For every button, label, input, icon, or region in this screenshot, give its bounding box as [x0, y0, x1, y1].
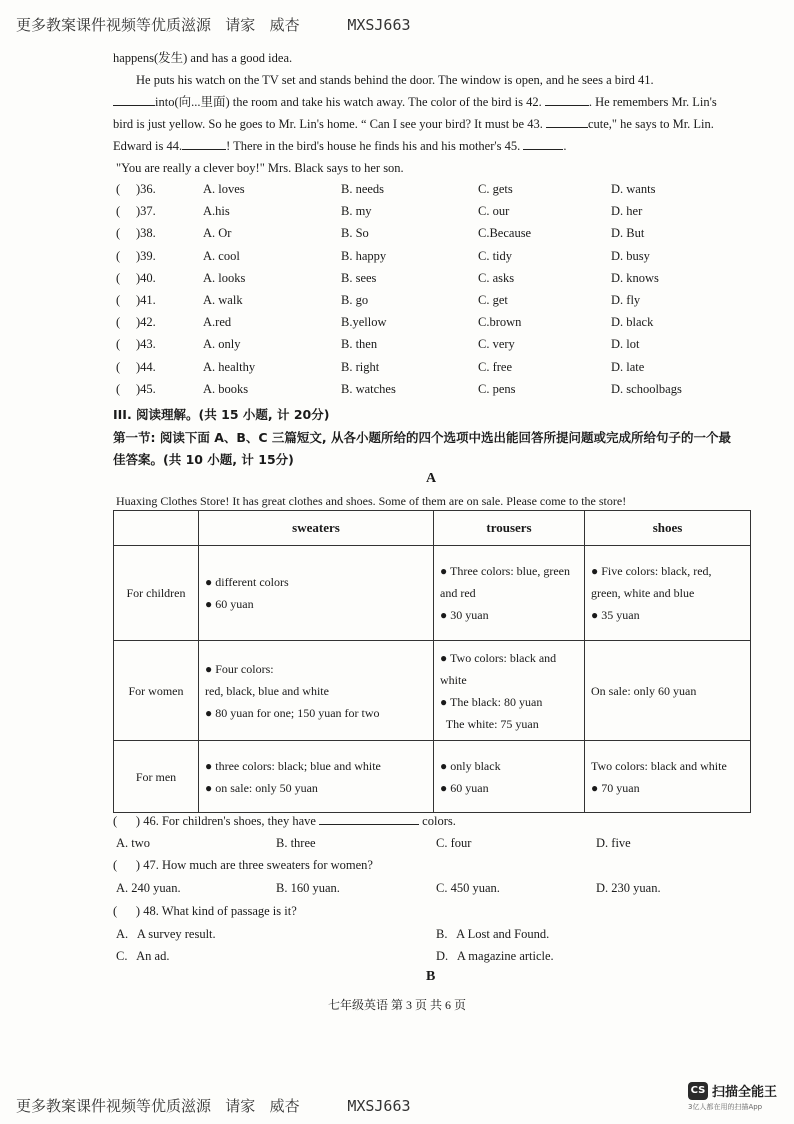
option-d: D. schoolbags: [611, 381, 682, 396]
cell-line: ● Four colors:: [205, 661, 274, 676]
question-48: [113, 903, 297, 919]
list-item: [116, 293, 756, 313]
option-c: C.brown: [478, 315, 522, 330]
cell-line: and red: [440, 586, 476, 600]
question-number: )40.: [136, 270, 156, 285]
option-c: C. our: [478, 204, 510, 219]
q48-option-b: B. A Lost and Found.: [436, 927, 550, 941]
option-a: A.his: [203, 204, 230, 219]
q48-option-d: D. A magazine article.: [436, 949, 554, 963]
passage-line-6: "You are really a clever boy!" Mrs. Black says to her son.: [116, 161, 404, 175]
bottom-banner: [16, 1095, 411, 1116]
passage-line-3a: into(向...里面) the room and take his watch away. The color of the bird is 42.: [155, 95, 542, 109]
answer-paren: (: [113, 858, 118, 872]
blank-43: [546, 116, 588, 128]
list-item: [116, 337, 756, 357]
q47-option-b: B. 160 yuan.: [276, 881, 340, 895]
answer-paren: (: [116, 293, 121, 307]
option-a: A. only: [203, 337, 241, 352]
list-item: [116, 182, 756, 202]
option-d: D. lot: [611, 337, 640, 352]
cell-line: ● on sale: only 50 yuan: [205, 780, 318, 795]
passage-line-4b: cute," he says to Mr. Lin.: [587, 117, 714, 131]
answer-paren: (: [116, 204, 121, 219]
row-label-men: For men: [114, 741, 199, 813]
option-c: C. very: [478, 337, 515, 352]
banner-code: MXSJ663: [347, 1097, 411, 1115]
option-d: D. busy: [611, 248, 650, 263]
list-item: [116, 204, 756, 224]
list-item: [116, 360, 756, 380]
option-d: D. fly: [611, 293, 641, 307]
section-3-title: III. 阅读理解。(共 15 小题, 计 20分): [113, 407, 330, 422]
banner-text: 更多教案课件视频等优质滋源 请家 威杏: [16, 1097, 300, 1115]
answer-paren: (: [116, 315, 121, 330]
q46-option-c: C. four: [436, 836, 472, 850]
blank-44: [182, 138, 226, 150]
option-b: B. sees: [341, 270, 377, 285]
table-row: [114, 641, 751, 741]
cell-line: ● 80 yuan for one; 150 yuan for two: [205, 705, 380, 720]
option-a: A.red: [203, 315, 232, 330]
question-46: [113, 813, 456, 829]
scanner-tagline: 3亿人都在用的扫描App: [688, 1103, 763, 1111]
option-a: A. looks: [203, 270, 246, 285]
answer-paren: (: [116, 337, 121, 352]
list-item: [116, 271, 756, 291]
question-number: )39.: [136, 248, 156, 263]
cell-line: ● 60 yuan: [440, 780, 489, 795]
list-item: [116, 382, 756, 402]
cell-women-trousers: [434, 641, 585, 741]
blank-42: [545, 94, 589, 106]
scanner-name: 扫描全能王: [712, 1085, 778, 1100]
cell-children-sweaters: [199, 546, 434, 641]
passage-line-3b: . He remembers Mr. Lin's: [588, 95, 717, 109]
q48-option-a: A. A survey result.: [116, 927, 216, 941]
option-c: C. get: [478, 293, 508, 307]
blank-41: [113, 94, 155, 106]
passage-line-5b: ! There in the bird's house he finds his and his mother's 45.: [226, 139, 521, 153]
option-d: D. her: [611, 204, 643, 219]
cell-line: ● Five colors: black, red,: [591, 564, 712, 578]
question-number: )37.: [136, 204, 156, 219]
cell-line: The white: 75 yuan: [440, 716, 539, 731]
passage-b-label: B: [426, 969, 436, 984]
list-item: [116, 315, 756, 335]
question-number: )41.: [136, 293, 156, 307]
page-footer: 七年级英语 第 3 页 共 6 页: [327, 998, 466, 1012]
cell-line: ● three colors: black; blue and white: [205, 758, 381, 773]
table-header-sweaters: sweaters: [199, 511, 434, 546]
q48-stem: ) 48. What kind of passage is it?: [135, 904, 297, 918]
list-item: [116, 249, 756, 269]
option-d: D. black: [611, 315, 654, 330]
clothes-price-table: [113, 510, 751, 813]
answer-paren: (: [113, 814, 118, 828]
option-a: A. walk: [203, 293, 243, 307]
passage-a-intro: Huaxing Clothes Store! It has great clothes and shoes. Some of them are on sale. Please come to the store!: [116, 494, 627, 508]
option-a: A. healthy: [203, 359, 256, 374]
passage-line-3: [113, 94, 717, 110]
table-row: [114, 546, 751, 641]
option-a: A. Or: [203, 226, 232, 241]
banner-text: 更多教案课件视频等优质滋源 请家 威杏: [16, 16, 300, 34]
cell-men-shoes: [585, 741, 751, 813]
scanner-logo-icon: CS: [688, 1082, 708, 1100]
table-row: [114, 741, 751, 813]
answer-paren: (: [116, 381, 121, 396]
option-b: B.yellow: [341, 315, 387, 330]
option-d: D. But: [611, 226, 645, 241]
table-header-row: [114, 511, 751, 546]
passage-line-1: happens(发生) and has a good idea.: [113, 51, 293, 65]
section-3-instruction-1: 第一节: 阅读下面 A、B、C 三篇短文, 从各小题所给的四个选项中选出能回答所提问题或完成所给句子的一个最: [113, 430, 732, 445]
cell-men-trousers: [434, 741, 585, 813]
blank-46: [319, 813, 419, 825]
cell-line: ● 70 yuan: [591, 780, 640, 795]
list-item: [116, 226, 756, 246]
cell-children-shoes: [585, 546, 751, 641]
option-b: B. then: [341, 337, 378, 352]
banner-code: MXSJ663: [347, 16, 411, 34]
cell-line: ● Two colors: black and: [440, 650, 557, 665]
answer-paren: (: [116, 182, 121, 196]
cell-line: red, black, blue and white: [205, 683, 329, 698]
cell-line: ● Three colors: blue, green: [440, 564, 570, 578]
cell-women-shoes: [585, 641, 751, 741]
option-b: B. needs: [341, 182, 385, 196]
option-a: A. loves: [203, 182, 245, 196]
q48-option-c: C. An ad.: [116, 949, 170, 963]
answer-paren: (: [116, 248, 121, 263]
option-b: B. go: [341, 293, 369, 307]
cell-line: ● 60 yuan: [205, 597, 254, 611]
option-b: B. right: [341, 359, 380, 374]
cell-line: On sale: only 60 yuan: [591, 683, 697, 698]
cell-line: ● 35 yuan: [591, 608, 640, 622]
cell-line: ● 30 yuan: [440, 608, 489, 622]
question-number: )45.: [136, 381, 156, 396]
row-label-children: For children: [114, 546, 199, 641]
option-c: C. asks: [478, 270, 515, 285]
question-number: )42.: [136, 315, 156, 330]
option-a: A. cool: [203, 248, 240, 263]
option-c: C. gets: [478, 182, 513, 196]
passage-line-5c: .: [563, 139, 567, 153]
table-header-shoes: shoes: [585, 511, 751, 546]
cell-line: green, white and blue: [591, 586, 695, 600]
q46-option-b: B. three: [276, 836, 316, 850]
cell-men-sweaters: [199, 741, 434, 813]
option-d: D. late: [611, 359, 645, 374]
option-b: B. happy: [341, 248, 387, 263]
passage-line-5: [113, 138, 567, 154]
q46-option-d: D. five: [596, 836, 631, 850]
question-number: )36.: [136, 182, 156, 196]
q46-tail: colors.: [422, 814, 456, 828]
question-47: [113, 857, 373, 873]
cell-line: white: [440, 672, 467, 687]
q47-stem: ) 47. How much are three sweaters for women?: [135, 858, 373, 872]
section-3-instruction-2: 佳答案。(共 10 小题, 计 15分): [113, 452, 294, 467]
cell-line: ● The black: 80 yuan: [440, 694, 543, 709]
passage-line-4: [113, 116, 714, 132]
option-d: D. knows: [611, 270, 659, 285]
option-c: C.Because: [478, 226, 532, 241]
answer-paren: (: [116, 226, 121, 241]
scanner-watermark: [688, 1081, 777, 1112]
question-number: )38.: [136, 226, 156, 241]
row-label-women: For women: [114, 641, 199, 741]
option-b: B. So: [341, 226, 369, 241]
option-b: B. my: [341, 204, 372, 219]
cell-women-sweaters: [199, 641, 434, 741]
cell-children-trousers: [434, 546, 585, 641]
passage-a-label: A: [426, 471, 437, 486]
answer-paren: (: [113, 904, 118, 918]
option-a: A. books: [203, 381, 249, 396]
table-header-trousers: trousers: [434, 511, 585, 546]
question-number: )43.: [136, 337, 156, 352]
cell-line: ● different colors: [205, 575, 289, 589]
blank-45: [523, 138, 563, 150]
option-d: D. wants: [611, 182, 656, 196]
answer-paren: (: [116, 359, 121, 374]
cell-line: Two colors: black and white: [591, 758, 727, 773]
answer-paren: (: [116, 270, 121, 285]
top-banner: [16, 14, 411, 35]
passage-line-4a: bird is just yellow. So he goes to Mr. Lin's home. “ Can I see your bird? It must be 43.: [113, 117, 543, 131]
q46-option-a: A. two: [116, 836, 151, 850]
question-number: )44.: [136, 359, 156, 374]
option-b: B. watches: [341, 381, 396, 396]
option-c: C. pens: [478, 381, 516, 396]
q47-option-d: D. 230 yuan.: [596, 881, 661, 895]
passage-line-5a: Edward is 44.: [113, 139, 183, 153]
table-header-empty: [114, 511, 199, 546]
q47-option-a: A. 240 yuan.: [116, 881, 181, 895]
cell-line: ● only black: [440, 758, 501, 773]
passage-line-2: He puts his watch on the TV set and stands behind the door. The window is open, and he sees a bird 41.: [136, 73, 654, 87]
q46-stem: ) 46. For children's shoes, they have: [135, 814, 316, 828]
option-c: C. tidy: [478, 248, 513, 263]
option-c: C. free: [478, 359, 513, 374]
q47-option-c: C. 450 yuan.: [436, 881, 500, 895]
